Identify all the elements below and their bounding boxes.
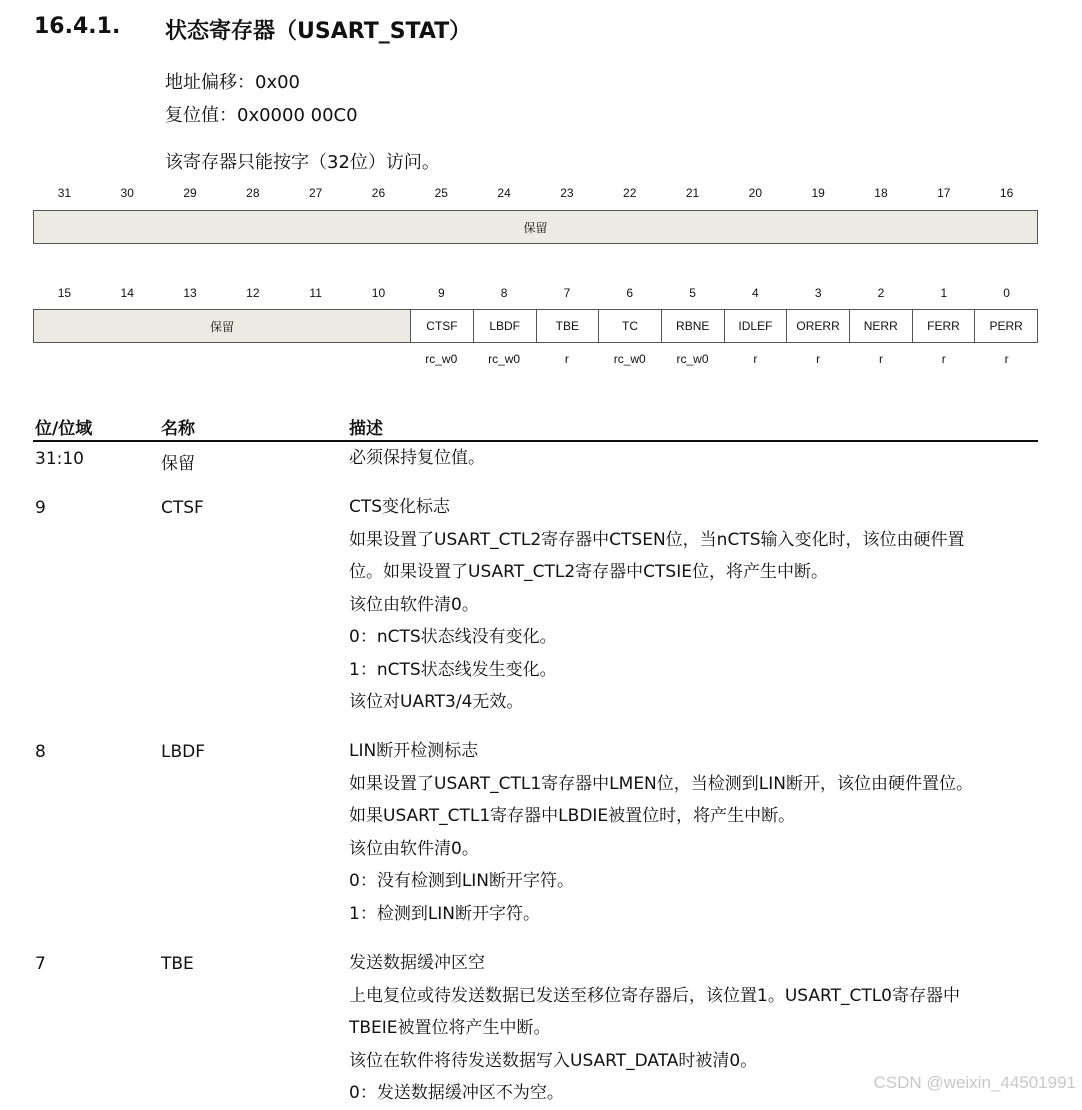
- row-bits: 31:10: [35, 449, 84, 469]
- description-line: TBEIE被置位将产生中断。: [349, 1018, 551, 1038]
- reset-value: 复位值：0x0000 00C0: [165, 105, 358, 126]
- row-name: TBE: [161, 954, 194, 974]
- row-description: [349, 491, 1039, 719]
- bit-number: 18: [874, 186, 888, 200]
- description-line: 发送数据缓冲区空: [349, 953, 485, 973]
- header-name: 名称: [161, 419, 195, 439]
- bit-number: 26: [371, 186, 386, 200]
- access-type: rc_w0: [613, 352, 646, 366]
- address-offset: 地址偏移：0x00: [165, 72, 301, 93]
- field-nerr: NERR: [849, 310, 912, 342]
- upper-register-row: [33, 210, 1038, 244]
- bit-number: 31: [57, 186, 72, 200]
- bit-number: 23: [560, 186, 574, 200]
- reserved-field-upper: 保留: [34, 211, 1037, 243]
- bit-number: 20: [748, 186, 763, 200]
- header-bits: 位/位域: [35, 419, 93, 439]
- bit-number: 25: [434, 186, 448, 200]
- bit-number: 1: [940, 286, 948, 300]
- access-type: rc_w0: [676, 352, 709, 366]
- description-line: CTS变化标志: [349, 497, 451, 517]
- description-line: 0：发送数据缓冲区不为空。: [349, 1083, 564, 1103]
- description-line: 如果设置了USART_CTL2寄存器中CTSEN位，当nCTS输入变化时，该位由硬件置: [349, 529, 965, 550]
- description-line: 如果USART_CTL1寄存器中LBDIE被置位时，将产生中断。: [349, 806, 796, 826]
- description-line: 该位由软件清0。: [349, 594, 479, 615]
- bit-number: 27: [308, 186, 323, 200]
- row-description: [349, 735, 1039, 930]
- field-orerr: ORERR: [786, 310, 849, 342]
- section-number: 16.4.1.: [34, 14, 121, 39]
- bit-number: 2: [877, 286, 885, 300]
- field-ferr: FERR: [912, 310, 975, 342]
- lower-bit-numbers: [33, 286, 1038, 300]
- bit-number: 11: [309, 286, 322, 300]
- bit-number: 30: [120, 186, 134, 200]
- access-type: r: [753, 352, 758, 366]
- row-bits: 8: [35, 742, 46, 762]
- field-tbe: TBE: [536, 310, 599, 342]
- access-type: r: [816, 352, 821, 366]
- csdn-watermark: CSDN @weixin_44501991: [873, 1073, 1076, 1092]
- bit-number: 4: [752, 286, 759, 300]
- access-type: r: [564, 352, 569, 366]
- field-rbne: RBNE: [661, 310, 724, 342]
- access-note: 该寄存器只能按字（32位）访问。: [165, 152, 440, 173]
- bit-number: 13: [183, 286, 197, 300]
- bit-number: 19: [811, 186, 825, 200]
- access-type: r: [878, 352, 883, 366]
- bit-number: 10: [371, 286, 386, 300]
- bit-number: 16: [999, 186, 1014, 200]
- bit-number: 12: [246, 286, 260, 300]
- bit-number: 21: [685, 186, 700, 200]
- bit-number: 22: [623, 186, 637, 200]
- header-description: 描述: [349, 419, 383, 439]
- lower-register-row: [33, 309, 1038, 343]
- field-tc: TC: [598, 310, 661, 342]
- bit-number: 14: [120, 286, 134, 300]
- row-name: CTSF: [161, 498, 204, 518]
- description-line: 该位在软件将待发送数据写入USART_DATA时被清0。: [349, 1050, 758, 1071]
- bit-number: 5: [689, 286, 696, 300]
- row-name: LBDF: [161, 742, 206, 762]
- bit-number: 7: [563, 286, 571, 300]
- field-lbdf: LBDF: [473, 310, 536, 342]
- description-line: 1：nCTS状态线发生变化。: [349, 659, 557, 680]
- access-type: rc_w0: [425, 352, 458, 366]
- row-bits: 7: [35, 954, 46, 974]
- description-line: 1：检测到LIN断开字符。: [349, 903, 541, 924]
- bit-number: 24: [497, 186, 511, 200]
- bit-number: 28: [246, 186, 260, 200]
- description-line: 必须保持复位值。: [349, 448, 485, 468]
- description-line: LIN断开检测标志: [349, 741, 479, 761]
- description-line: 0：没有检测到LIN断开字符。: [349, 871, 575, 891]
- field-ctsf: CTSF: [410, 310, 473, 342]
- access-type: rc_w0: [488, 352, 521, 366]
- description-line: 位。如果设置了USART_CTL2寄存器中CTSIE位，将产生中断。: [349, 562, 828, 582]
- row-description: [349, 442, 1039, 475]
- bit-number: 6: [626, 286, 634, 300]
- bit-number: 29: [183, 186, 197, 200]
- bit-number: 3: [814, 286, 822, 300]
- access-type: r: [1004, 352, 1009, 366]
- access-type: r: [941, 352, 946, 366]
- upper-bit-numbers: [33, 186, 1038, 200]
- bit-number: 0: [1003, 286, 1010, 300]
- access-types-row: [33, 352, 1038, 366]
- bit-number: 8: [500, 286, 508, 300]
- bit-number: 9: [437, 286, 445, 300]
- row-name: 保留: [161, 454, 195, 474]
- field-perr: PERR: [974, 310, 1037, 342]
- description-line: 0：nCTS状态线没有变化。: [349, 627, 557, 647]
- description-line: 该位由软件清0。: [349, 838, 479, 859]
- row-bits: 9: [35, 498, 46, 518]
- description-line: 如果设置了USART_CTL1寄存器中LMEN位，当检测到LIN断开，该位由硬件置位。: [349, 773, 973, 794]
- bit-number: 17: [937, 186, 951, 200]
- section-title: 状态寄存器（USART_STAT）: [165, 19, 472, 44]
- description-line: 上电复位或待发送数据已发送至移位寄存器后，该位置1。USART_CTL0寄存器中: [349, 985, 960, 1006]
- field-idlef: IDLEF: [724, 310, 787, 342]
- bit-number: 15: [57, 286, 72, 300]
- description-line: 该位对UART3/4无效。: [349, 692, 524, 712]
- reserved-field-lower: 保留: [34, 310, 410, 342]
